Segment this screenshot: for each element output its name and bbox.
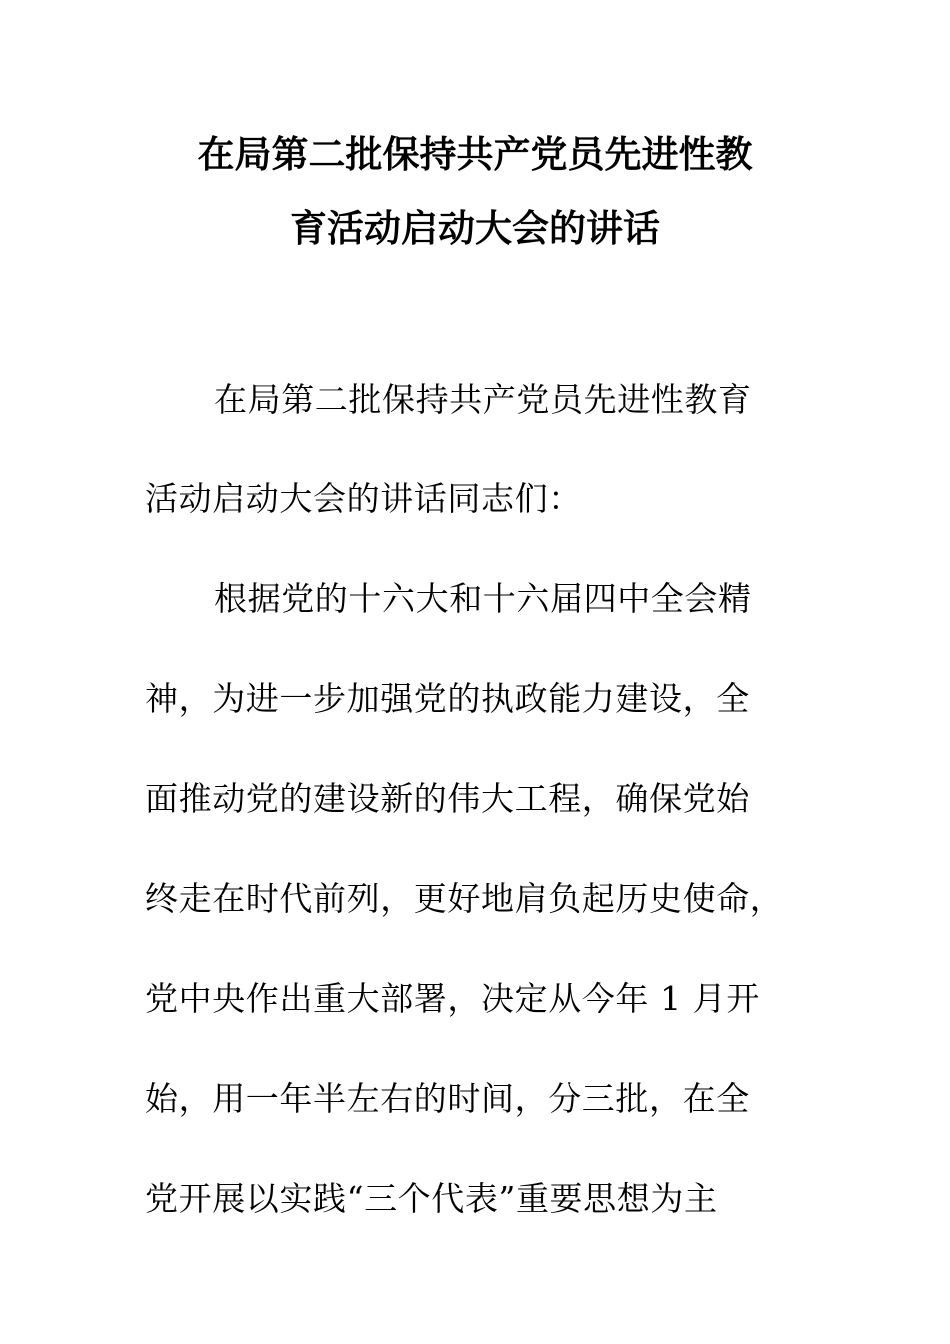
body-line-9: 党开展以实践“三个代表”重要思想为主 bbox=[145, 1179, 718, 1218]
body-line-5: 面推动党的建设新的伟大工程，确保党始 bbox=[145, 779, 750, 818]
document-title-line-2: 育活动启动大会的讲话 bbox=[290, 207, 660, 250]
body-line-6: 终走在时代前列，更好地肩负起历史使命， bbox=[145, 879, 784, 918]
body-line-7: 党中央作出重大部署，决定从今年 1 月开 bbox=[145, 979, 760, 1018]
body-line-1: 在局第二批保持共产党员先进性教育 bbox=[214, 380, 752, 419]
body-line-8: 始，用一年半左右的时间，分三批，在全 bbox=[145, 1079, 750, 1118]
document-title-line-1: 在局第二批保持共产党员先进性教 bbox=[197, 133, 753, 176]
body-line-2: 活动启动大会的讲话同志们： bbox=[145, 479, 582, 518]
body-line-4: 神，为进一步加强党的执政能力建设，全 bbox=[145, 679, 750, 718]
body-line-3: 根据党的十六大和十六届四中全会精 bbox=[214, 579, 752, 618]
